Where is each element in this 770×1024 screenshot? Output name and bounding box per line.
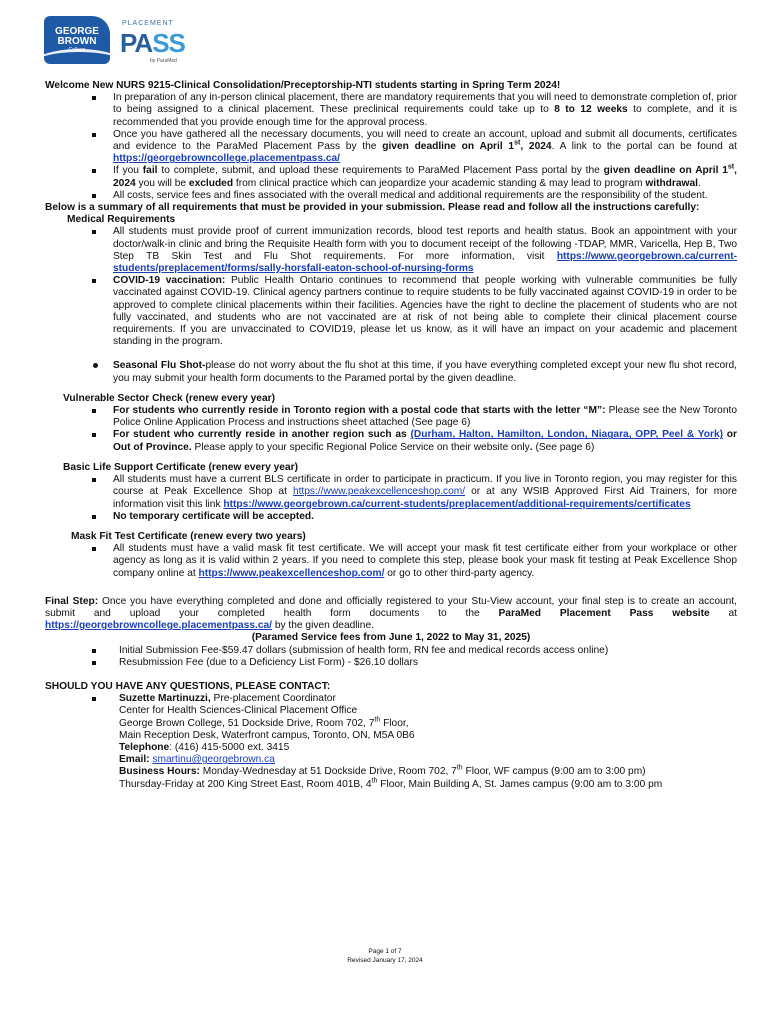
intro-bullet-2 bbox=[45, 129, 737, 166]
spacer bbox=[45, 523, 737, 531]
mask-bullet-1 bbox=[45, 543, 737, 580]
text-bold: COVID-19 vaccination: bbox=[113, 275, 226, 287]
document-body bbox=[45, 80, 737, 791]
regions-link[interactable]: (Durham, Halton, Hamilton, London, Niagara, OPP, Peel & York) bbox=[410, 429, 724, 441]
text: Floor, bbox=[380, 717, 409, 729]
text-bold: given deadline on April 1 bbox=[603, 165, 728, 177]
gb-logo-sub: College bbox=[68, 47, 86, 53]
text: please do not worry about the flu shot at this time, if you have everything completed except your new flu shot record, you may submit your health form documents to the Paramed portal by the given deadline. bbox=[113, 360, 737, 384]
email-link[interactable]: smartinu@georgebrown.ca bbox=[152, 754, 275, 766]
text: or go to other third-party agency. bbox=[384, 567, 535, 579]
text-bold: fail bbox=[142, 165, 158, 177]
text-bold: . bbox=[529, 441, 533, 453]
text-bold: 8 to 12 weeks bbox=[554, 104, 628, 116]
final-portal-link[interactable]: https://georgebrowncollege.placementpass.ca/ bbox=[45, 620, 273, 632]
text-bold: , 2024 bbox=[113, 165, 737, 189]
text: Floor, WF campus (9:00 am to 3:00 pm) bbox=[462, 766, 646, 778]
text: In preparation of any in-person clinical placement, there are mandatory requirements that you will need to demonstrate completion of, prior to being assigned to a clinical placement. These preclinical requirements could take up to bbox=[113, 92, 737, 116]
text: . bbox=[697, 177, 701, 189]
nursing-forms-link[interactable]: https://www.georgebrown.ca/current-students/preplacement/forms/sally-horsfall-eaton-school-of-nursing-forms bbox=[113, 250, 737, 275]
fee-item-1: Initial Submission Fee-$59.47 dollars (submission of health form, RN fee and medical records access online) bbox=[45, 645, 737, 657]
superscript: th bbox=[371, 777, 378, 785]
pp-logo-ss: SS bbox=[152, 28, 185, 58]
text: Once you have everything completed and done and officially registered to your Stu-View account, your final step is to create an account, submit and upload your completed health form documents to the bbox=[45, 595, 737, 619]
text: Please see the New Toronto Police Online Application Process and instructions sheet attached (See page 6) bbox=[113, 405, 737, 429]
text-bold: Suzette Martinuzzi, bbox=[119, 693, 211, 705]
superscript: st bbox=[727, 164, 735, 172]
text: Please apply to your specific Regional Police Service on their website only bbox=[191, 441, 530, 453]
text-bold: withdrawal bbox=[645, 177, 698, 189]
text: at bbox=[709, 607, 737, 619]
text-bold: , 2024 bbox=[520, 141, 552, 153]
vsc-bullet-2 bbox=[45, 429, 737, 453]
intro-bullet-4: All costs, service fees and fines associated with the overall medical and additional requirements are the responsibility of the student. bbox=[45, 190, 737, 202]
text: (See page 6) bbox=[532, 441, 595, 453]
vsc-heading: Vulnerable Sector Check (renew every year) bbox=[63, 392, 275, 404]
text: Once you have gathered all the necessary documents, you will need to create an account, upload and submit all documents, certificates and evidence to the ParaMed Placement Pass by the bbox=[113, 128, 737, 153]
final-step bbox=[45, 596, 737, 633]
text: . A link to the portal can be found at bbox=[551, 141, 737, 153]
pp-logo-by: by ParaMed bbox=[150, 58, 177, 64]
text: from clinical practice which can jeopardize your academic standing & may lead to program bbox=[233, 177, 646, 189]
pp-logo-pa: PA bbox=[120, 28, 153, 58]
text-bold: For students who currently reside in Toronto region with a postal code that starts with the letter “M”: bbox=[113, 405, 606, 417]
summary-heading: Below is a summary of all requirements that must be provided in your submission. Please read and follow all the instructions carefully: bbox=[45, 202, 700, 214]
text-bold: For student who currently reside in another region such as bbox=[113, 429, 411, 441]
fee-item-2: Resubmission Fee (due to a Deficiency List Form) - $26.10 dollars bbox=[45, 657, 737, 669]
page-number: Page 1 of 7 bbox=[368, 948, 402, 955]
text: Monday-Wednesday at 51 Dockside Drive, Room 702, 7 bbox=[199, 766, 457, 778]
text-bold: given deadline on April 1 bbox=[382, 141, 515, 153]
george-brown-logo bbox=[44, 16, 110, 64]
text: to complete, and it is recommended that you provide enough time for the approval process. bbox=[113, 104, 737, 128]
text: Thursday-Friday at 200 King Street East, Room 401B, 4 bbox=[119, 778, 372, 790]
placement-pass-logo bbox=[120, 16, 185, 72]
bls-heading: Basic Life Support Certificate (renew every year) bbox=[63, 461, 298, 473]
superscript: th bbox=[456, 764, 463, 772]
text-bold: Telephone bbox=[119, 741, 170, 753]
intro-list bbox=[45, 92, 737, 202]
contact-line-1: Center for Health Sciences-Clinical Placement Office bbox=[119, 705, 358, 717]
spacer bbox=[45, 454, 737, 462]
bls-bullet-2: No temporary certificate will be accepted. bbox=[45, 511, 737, 523]
text: George Brown College, 51 Dockside Drive, Room 702, 7 bbox=[119, 717, 375, 729]
flu-bullet bbox=[45, 360, 737, 384]
text: by the given deadline. bbox=[272, 620, 374, 632]
pp-logo-main bbox=[120, 28, 185, 59]
contact-telephone bbox=[45, 742, 737, 754]
contact-list bbox=[45, 693, 737, 705]
medical-list bbox=[45, 226, 737, 348]
contact-hours bbox=[45, 766, 737, 778]
intro-bullet-1 bbox=[45, 92, 737, 129]
contact-heading: SHOULD YOU HAVE ANY QUESTIONS, PLEASE CONTACT: bbox=[45, 680, 331, 692]
flu-list bbox=[45, 360, 737, 384]
gb-logo-text-2: BROWN bbox=[57, 36, 97, 47]
mask-heading: Mask Fit Test Certificate (renew every two years) bbox=[71, 530, 306, 542]
fees-list bbox=[45, 645, 737, 669]
text: All students must have a valid mask fit test certificate. We will accept your mask fit test certificate either from your workplace or other agency as long as it is valid within 2 years. If you need to complete this step, please book your mask fit testing at Peak Excellence Shop company online at bbox=[113, 543, 737, 579]
spacer bbox=[45, 669, 737, 681]
text-bold: excluded bbox=[188, 177, 234, 189]
text: Pre-placement Coordinator bbox=[210, 693, 336, 705]
vsc-bullet-1 bbox=[45, 405, 737, 429]
text: If you bbox=[113, 165, 143, 177]
contact-email bbox=[45, 754, 737, 766]
certificates-link[interactable]: https://www.georgebrown.ca/current-students/preplacement/additional-requirements/certificates bbox=[223, 498, 691, 510]
spacer bbox=[45, 580, 737, 596]
peak-excellence-link[interactable]: https://www.peakexcellenceshop.com/ bbox=[292, 486, 466, 498]
pp-logo-top: PLACEMENT bbox=[122, 20, 174, 27]
spacer bbox=[45, 385, 737, 393]
portal-link[interactable]: https://georgebrowncollege.placementpass.ca/ bbox=[113, 153, 341, 165]
text: to complete, submit, and upload these requirements to ParaMed Placement Pass portal by the bbox=[157, 165, 604, 177]
medical-heading: Medical Requirements bbox=[67, 214, 176, 226]
text: Floor, Main Building A, St. James campus (9:00 am to 3:00 pm bbox=[377, 778, 663, 790]
peak-excellence-mask-link[interactable]: https://www.peakexcellenceshop.com/ bbox=[198, 567, 385, 579]
text: : (416) 415-5000 ext. 3415 bbox=[169, 741, 290, 753]
medical-bullet-2 bbox=[45, 275, 737, 348]
header-logos bbox=[44, 16, 185, 76]
text-bold: Business Hours: bbox=[119, 766, 200, 778]
text-bold: or Out of Province. bbox=[113, 429, 737, 453]
bls-bullet-1 bbox=[45, 474, 737, 511]
vsc-list bbox=[45, 405, 737, 454]
contact-name bbox=[45, 693, 737, 705]
fees-heading: (Paramed Service fees from June 1, 2022 to May 31, 2025) bbox=[251, 632, 531, 644]
superscript: st bbox=[514, 139, 521, 147]
welcome-title: Welcome New NURS 9215-Clinical Consolidation/Preceptorship-NTI students starting in Spring Term 2024! bbox=[45, 80, 561, 91]
text: All students must have a current BLS certificate in order to participate in practicum. If you live in Toronto region, you may register for this course at Peak Excellence Shop at bbox=[113, 474, 737, 498]
medical-bullet-1 bbox=[45, 226, 737, 275]
superscript: th bbox=[374, 716, 381, 724]
text-bold: Final Step: bbox=[45, 595, 99, 607]
intro-bullet-3 bbox=[45, 165, 737, 189]
contact-line-3: Main Reception Desk, Waterfront campus, Toronto, ON, M5A 0B6 bbox=[119, 729, 415, 741]
mask-list bbox=[45, 543, 737, 580]
bls-list bbox=[45, 474, 737, 523]
spacer bbox=[45, 348, 737, 360]
text: All students must provide proof of current immunization records, blood test reports and health status. Book an appointment with your doctor/walk-in clinic and bring the Requisite Health form with you to document receipt of the following -TDAP, MMR, Varicella, Hep B, Two Step TB Skin Test and Flu Shot requirements. For more information, visit bbox=[113, 226, 737, 262]
text-bold: Email: bbox=[119, 754, 150, 766]
page-footer bbox=[0, 947, 770, 965]
gb-logo-text-1: GEORGE bbox=[55, 26, 99, 37]
contact-hours-2 bbox=[45, 779, 737, 791]
contact-line-2 bbox=[45, 718, 737, 730]
revised-date: Revised January 17, 2024 bbox=[347, 957, 423, 964]
text: Public Health Ontario continues to recommend that people working with vulnerable communities be fully vaccinated against COVID-19. Clinical agency partners continue to require students to be fully vaccinated against COVID-19 in order to be approved to complete clinical placements within their facilities. Agencies have the right to decline the placement of students who are not fully vaccinated, and students who are not vaccinated are at risk of not being able to complete their clinical placement course requirements. If you are unvaccinated to COVID19, please let us know, as it will have an impact on your academic and placement standing in the program. bbox=[113, 275, 737, 348]
text-bold: ParaMed Placement Pass website bbox=[498, 607, 710, 619]
text: or at any WSIB Approved First Aid Trainers, for more information visit this link bbox=[113, 486, 737, 510]
text: you will be bbox=[135, 177, 189, 189]
text-bold: Seasonal Flu Shot- bbox=[113, 360, 206, 372]
